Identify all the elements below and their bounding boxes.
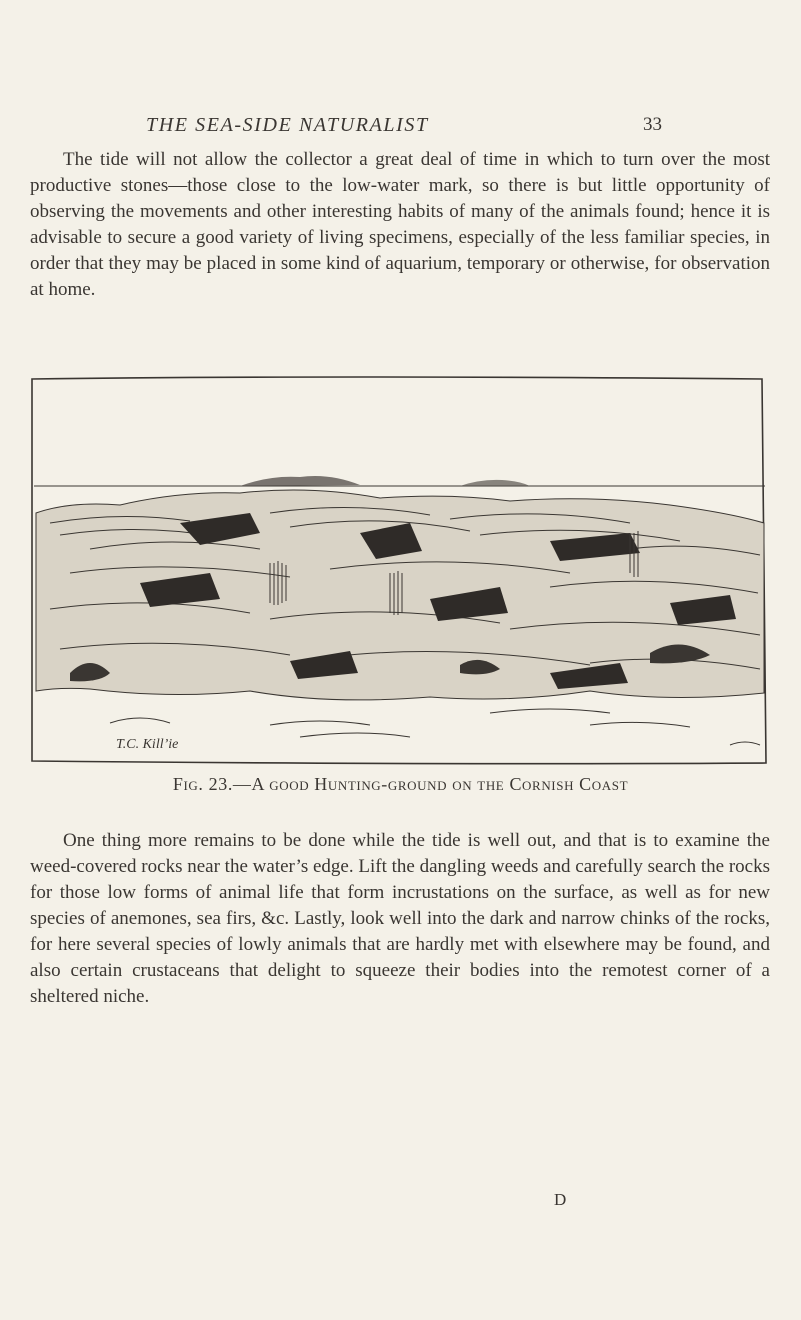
distant-rock	[460, 480, 530, 486]
running-title: THE SEA-SIDE NATURALIST	[146, 114, 429, 136]
rocky-shore-illustration	[30, 373, 770, 766]
page-number: 33	[643, 114, 662, 135]
distant-rock	[240, 476, 360, 486]
signature-mark: D	[554, 1190, 567, 1209]
illustration-svg	[30, 373, 770, 766]
paragraph-1: The tide will not allow the collector a great deal of time in which to turn over the most productive stones—those close to the low-water mark, so there is but little opportunity of observing the movements and other interesting habits of many of the animals found; hence it is advisable to secure a good variety of living specimens, especially of the less familiar species, in order that they may be placed in some kind of aquarium, temporary or otherwise, for observation at home.	[30, 149, 770, 300]
water-ripples	[110, 709, 760, 745]
paragraph-2: One thing more remains to be done while the tide is well out, and that is to examine the weed-covered rocks near the water’s edge. Lift the dangling weeds and carefully search the rocks for those low forms of animal life that form incrustations on the surface, as well as for new species of anemones, sea firs, &c. Lastly, look well into the dark and narrow chinks of the rocks, for here several species of lowly animals that are hardly met with elsewhere may be found, and also certain crustaceans that delight to squeeze their bodies into the remotest corner of a sheltered niche.	[30, 830, 770, 1007]
artist-signature: T.C. Kill’ie	[116, 737, 179, 752]
figure-caption: Fig. 23.—A good Hunting-ground on the Cornish Coast	[172, 774, 629, 794]
page-header	[146, 114, 662, 140]
